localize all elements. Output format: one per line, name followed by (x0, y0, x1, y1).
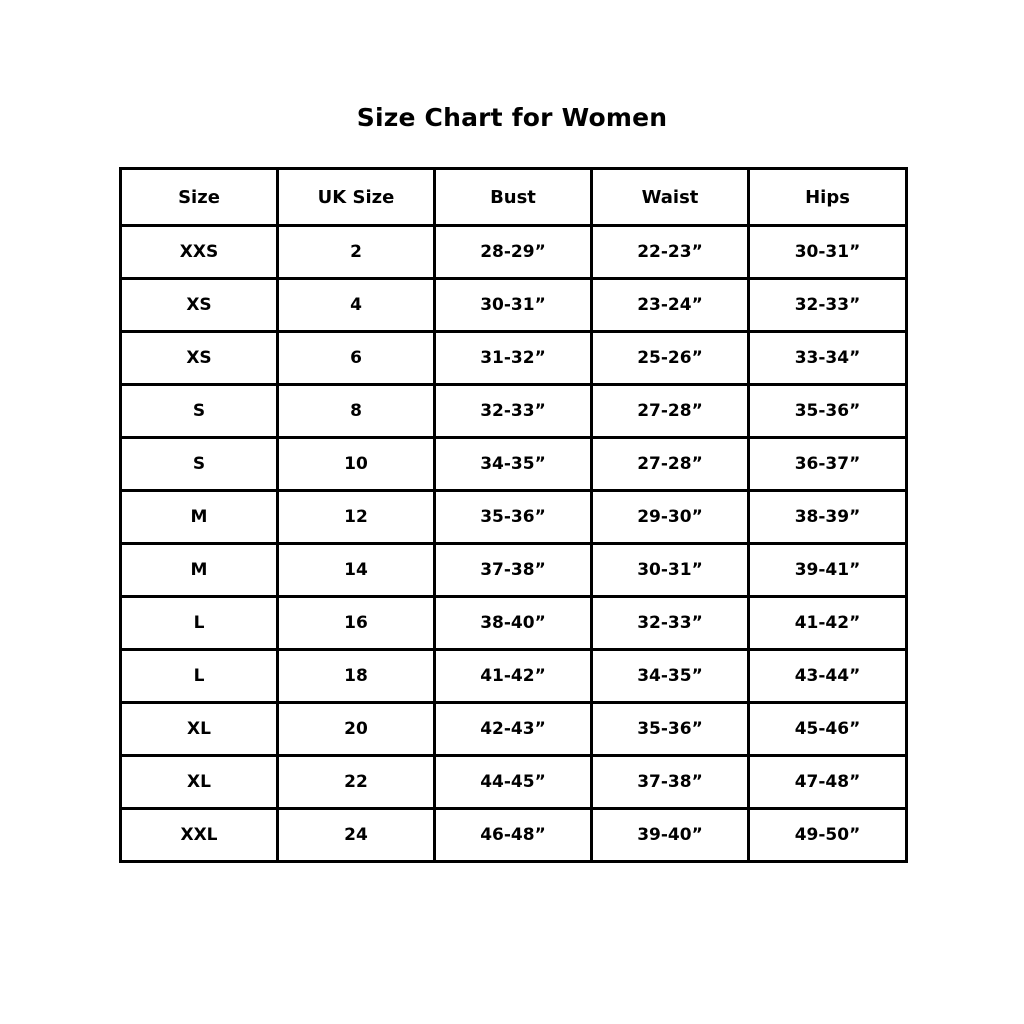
cell-bust: 41-42” (435, 650, 592, 703)
cell-size: XS (121, 279, 278, 332)
cell-hips: 35-36” (749, 385, 907, 438)
column-header-hips: Hips (749, 169, 907, 226)
cell-hips: 39-41” (749, 544, 907, 597)
table-row (121, 650, 907, 703)
cell-waist: 25-26” (592, 332, 749, 385)
cell-uk-size: 22 (278, 756, 435, 809)
table-row (121, 332, 907, 385)
cell-waist: 37-38” (592, 756, 749, 809)
cell-waist: 27-28” (592, 438, 749, 491)
cell-hips: 43-44” (749, 650, 907, 703)
cell-bust: 42-43” (435, 703, 592, 756)
table-header-row (121, 169, 907, 226)
cell-bust: 34-35” (435, 438, 592, 491)
column-header-bust: Bust (435, 169, 592, 226)
cell-uk-size: 4 (278, 279, 435, 332)
cell-waist: 29-30” (592, 491, 749, 544)
cell-hips: 33-34” (749, 332, 907, 385)
cell-uk-size: 24 (278, 809, 435, 862)
cell-size: XXL (121, 809, 278, 862)
page-title: Size Chart for Women (356, 103, 668, 132)
cell-size: M (121, 544, 278, 597)
cell-size: L (121, 650, 278, 703)
cell-uk-size: 18 (278, 650, 435, 703)
cell-bust: 44-45” (435, 756, 592, 809)
cell-bust: 31-32” (435, 332, 592, 385)
table-row (121, 597, 907, 650)
cell-waist: 30-31” (592, 544, 749, 597)
cell-size: XL (121, 703, 278, 756)
cell-waist: 35-36” (592, 703, 749, 756)
table-row (121, 756, 907, 809)
cell-bust: 32-33” (435, 385, 592, 438)
cell-uk-size: 16 (278, 597, 435, 650)
column-header-uk-size: UK Size (278, 169, 435, 226)
table-row (121, 226, 907, 279)
cell-size: XL (121, 756, 278, 809)
cell-uk-size: 6 (278, 332, 435, 385)
cell-size: XXS (121, 226, 278, 279)
cell-hips: 36-37” (749, 438, 907, 491)
cell-size: M (121, 491, 278, 544)
cell-hips: 47-48” (749, 756, 907, 809)
table-body (121, 226, 907, 862)
cell-bust: 35-36” (435, 491, 592, 544)
table-row (121, 809, 907, 862)
cell-waist: 22-23” (592, 226, 749, 279)
cell-bust: 28-29” (435, 226, 592, 279)
cell-hips: 41-42” (749, 597, 907, 650)
cell-bust: 37-38” (435, 544, 592, 597)
cell-size: L (121, 597, 278, 650)
column-header-waist: Waist (592, 169, 749, 226)
cell-hips: 32-33” (749, 279, 907, 332)
cell-size: S (121, 438, 278, 491)
cell-uk-size: 10 (278, 438, 435, 491)
cell-uk-size: 14 (278, 544, 435, 597)
table-row (121, 438, 907, 491)
cell-uk-size: 12 (278, 491, 435, 544)
cell-size: XS (121, 332, 278, 385)
table-row (121, 491, 907, 544)
table-row (121, 544, 907, 597)
cell-waist: 27-28” (592, 385, 749, 438)
cell-uk-size: 8 (278, 385, 435, 438)
cell-waist: 39-40” (592, 809, 749, 862)
cell-hips: 38-39” (749, 491, 907, 544)
cell-size: S (121, 385, 278, 438)
cell-hips: 30-31” (749, 226, 907, 279)
size-chart-table-container (119, 167, 905, 863)
table-row (121, 703, 907, 756)
cell-uk-size: 2 (278, 226, 435, 279)
cell-uk-size: 20 (278, 703, 435, 756)
cell-hips: 45-46” (749, 703, 907, 756)
cell-bust: 30-31” (435, 279, 592, 332)
cell-waist: 32-33” (592, 597, 749, 650)
size-chart-table (119, 167, 908, 863)
cell-bust: 38-40” (435, 597, 592, 650)
table-row (121, 385, 907, 438)
cell-bust: 46-48” (435, 809, 592, 862)
cell-waist: 23-24” (592, 279, 749, 332)
column-header-size: Size (121, 169, 278, 226)
cell-hips: 49-50” (749, 809, 907, 862)
cell-waist: 34-35” (592, 650, 749, 703)
table-row (121, 279, 907, 332)
